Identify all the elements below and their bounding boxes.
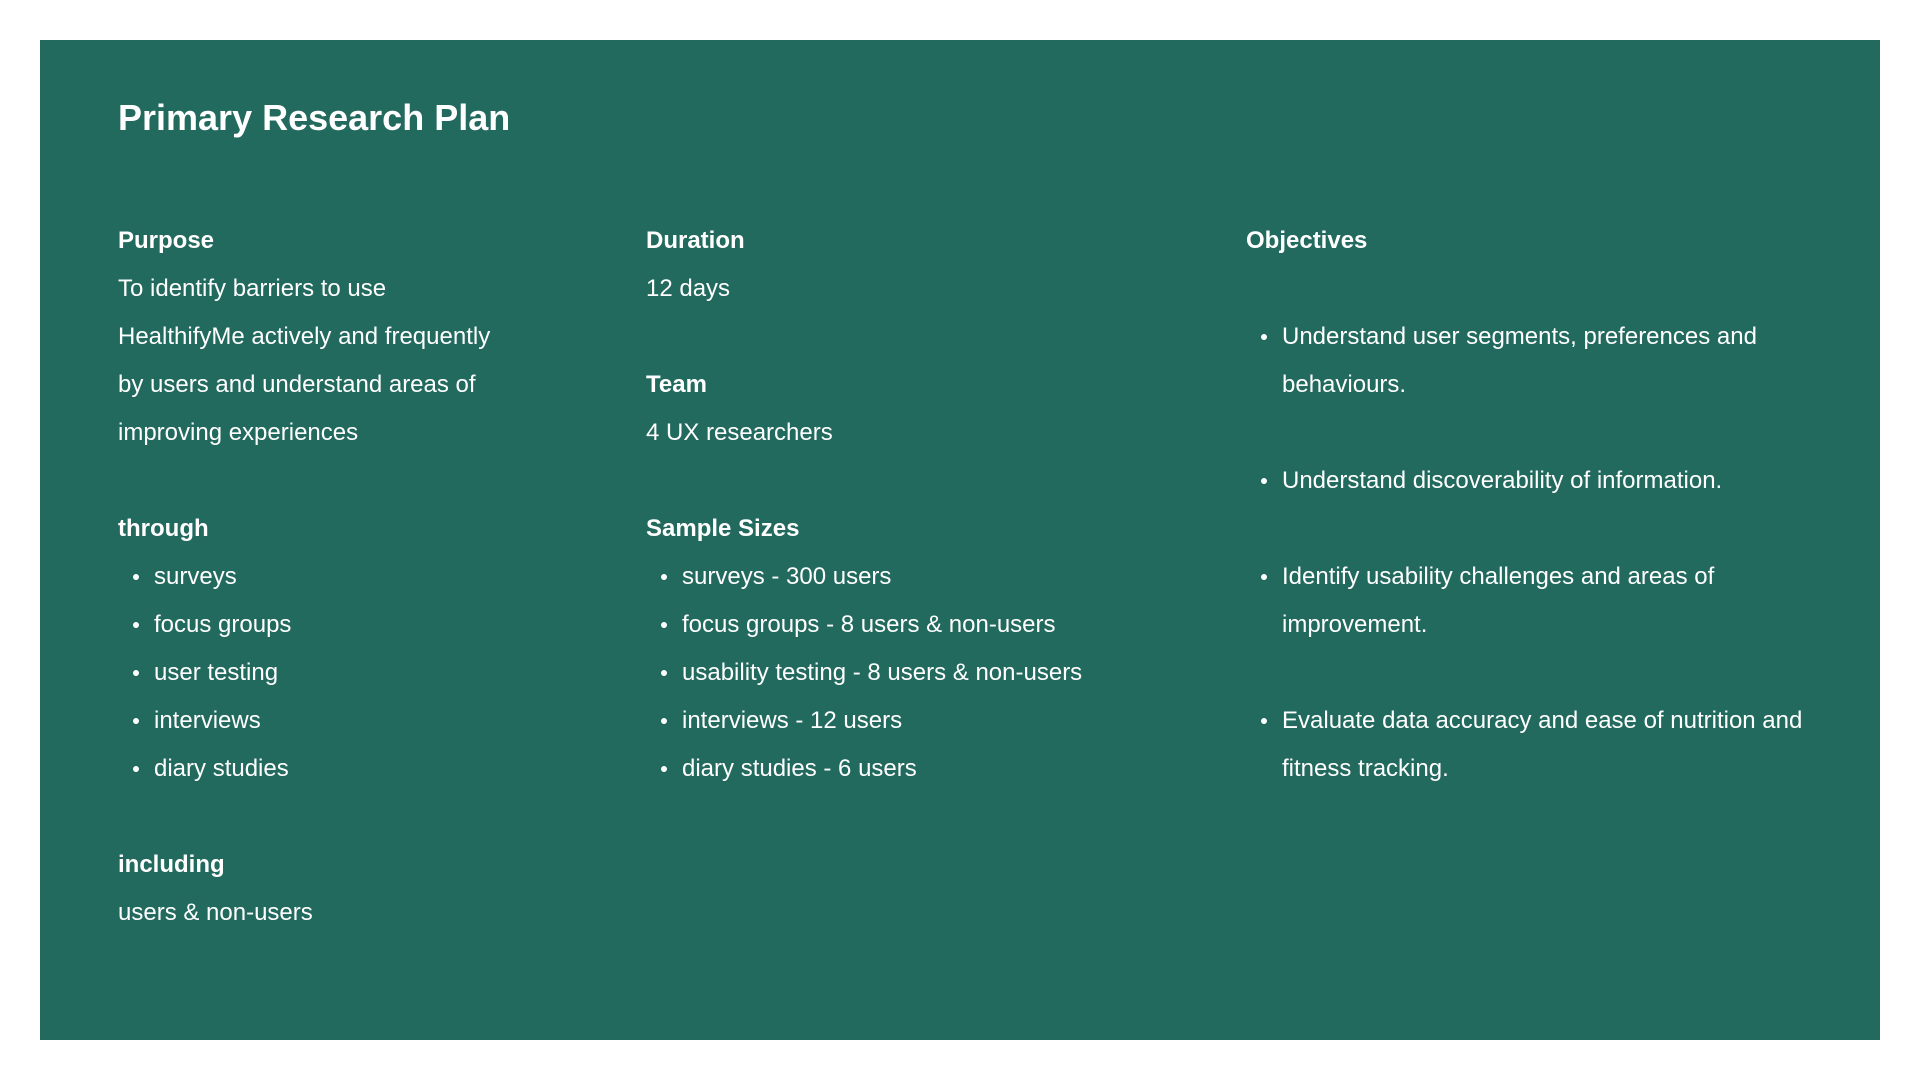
list-item: diary studies [154,745,578,793]
purpose-line: HealthifyMe actively and frequently [118,323,491,350]
list-item: diary studies - 6 users [682,745,1206,793]
list-item: surveys [154,553,578,601]
list-item: surveys - 300 users [682,553,1206,601]
purpose-line: To identify barriers to use [118,275,387,302]
duration-value: 12 days [646,275,731,302]
including-text: users & non-users [118,899,313,926]
purpose-line: by users and understand areas of [118,371,476,398]
purpose-label: Purpose [118,227,215,254]
purpose-column [118,217,578,937]
list-item: focus groups [154,601,578,649]
list-item: focus groups - 8 users & non-users [682,601,1206,649]
list-item: user testing [154,649,578,697]
team-value: 4 UX researchers [646,419,833,446]
through-label: through [118,515,209,542]
list-item: Understand user segments, preferences and behaviours. [1282,313,1826,409]
page-title: Primary Research Plan [118,97,511,138]
list-item: interviews [154,697,578,745]
purpose-text [118,265,578,457]
including-label: including [118,851,225,878]
duration-label: Duration [646,227,745,254]
purpose-line: improving experiences [118,419,359,446]
list-item: interviews - 12 users [682,697,1206,745]
objectives-column [1246,217,1826,793]
sample-sizes-list [646,553,1206,793]
team-label: Team [646,371,707,398]
logistics-column [646,217,1206,793]
list-item: Identify usability challenges and areas of improvement. [1282,553,1826,649]
list-item: usability testing - 8 users & non-users [682,649,1206,697]
methods-list [118,553,578,793]
sample-sizes-label: Sample Sizes [646,515,800,542]
list-item: Understand discoverability of information. [1282,457,1826,505]
objectives-label: Objectives [1246,227,1368,254]
research-plan-panel [40,40,1880,1040]
objectives-list [1246,313,1826,793]
list-item: Evaluate data accuracy and ease of nutrition and fitness tracking. [1282,697,1826,793]
